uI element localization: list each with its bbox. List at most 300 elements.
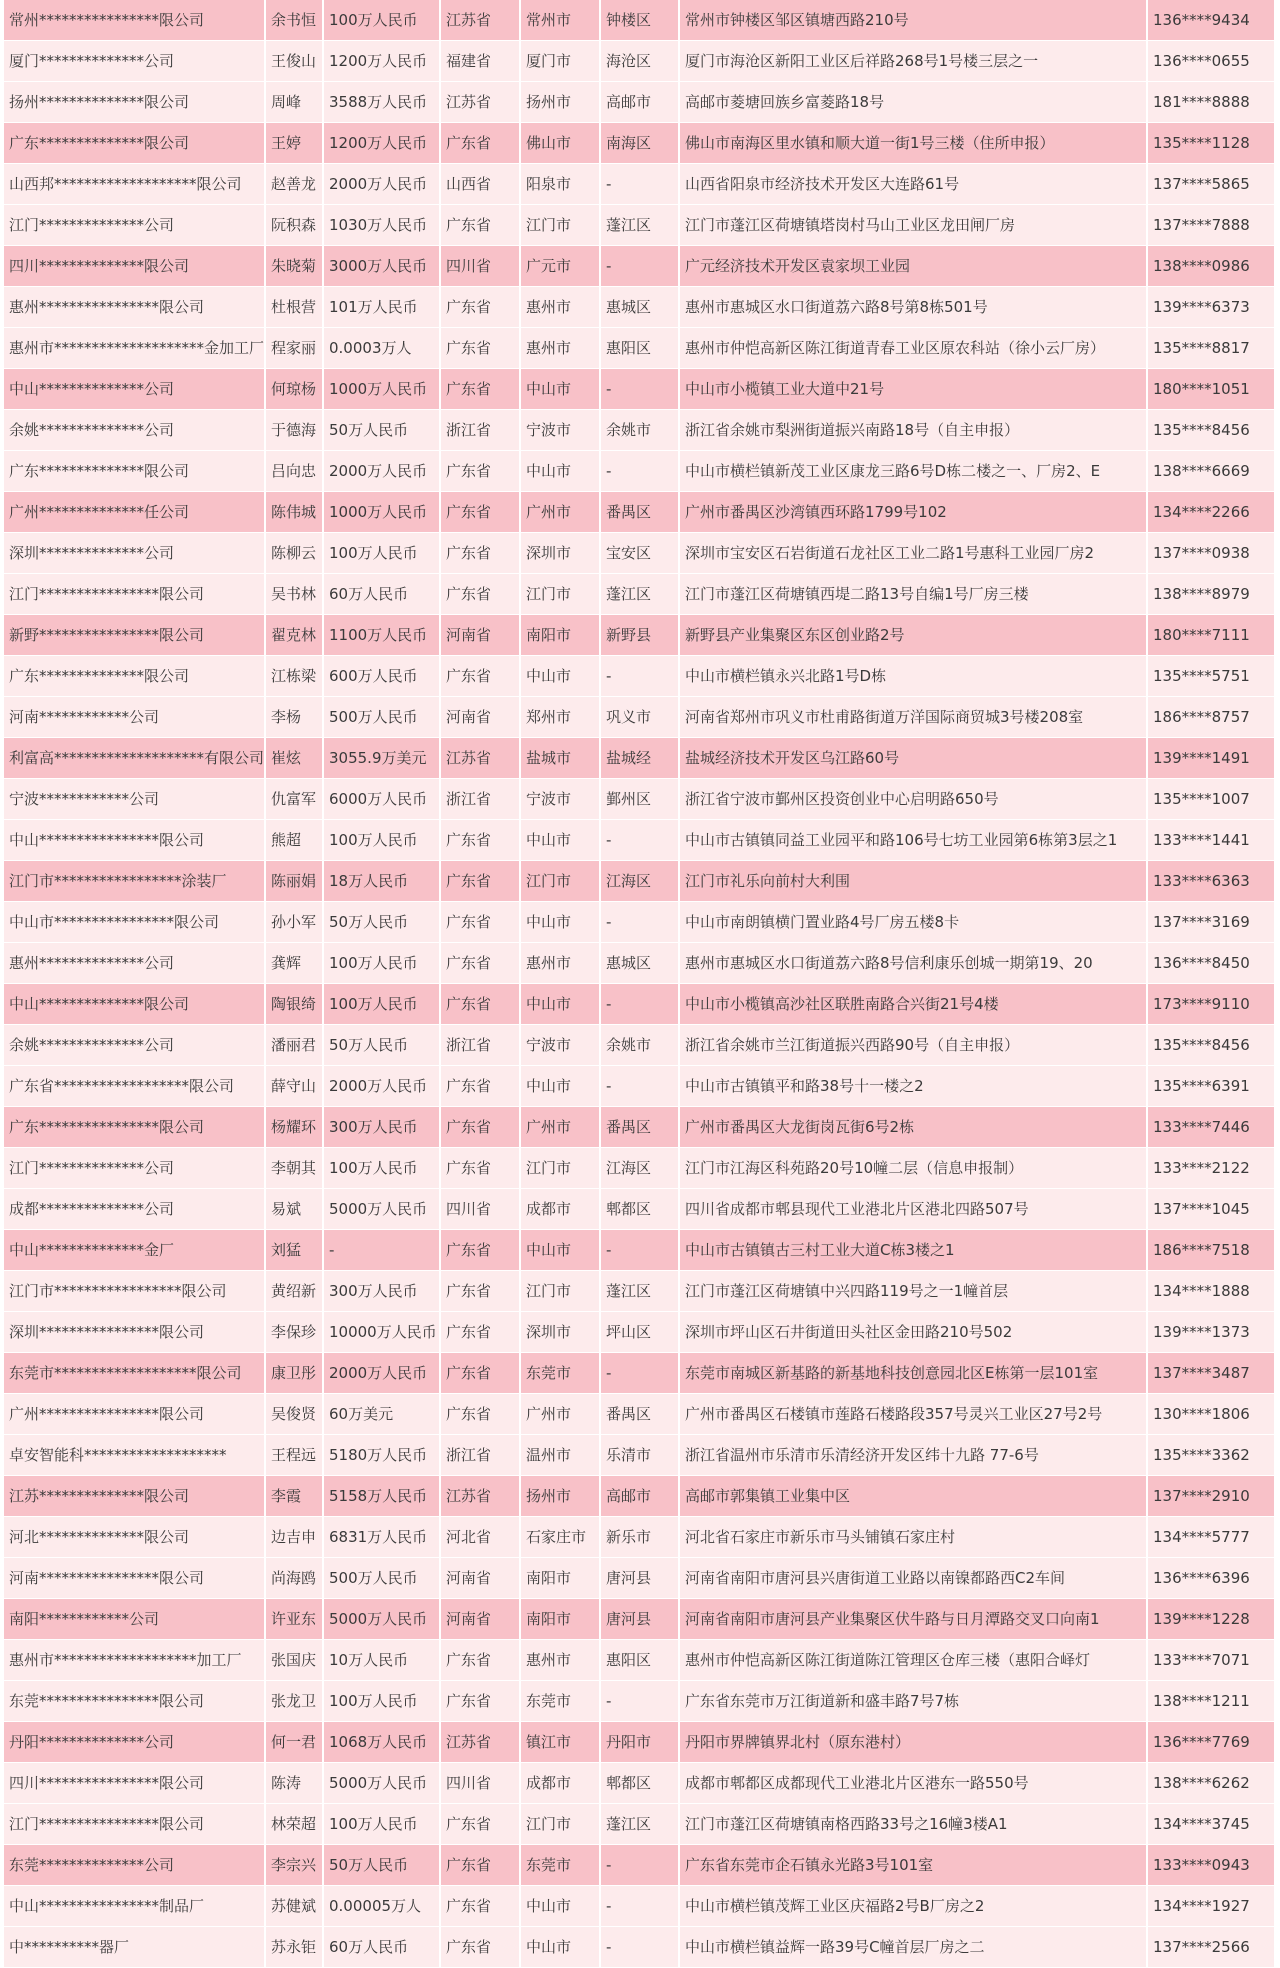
address-cell: 河南省南阳市唐河县兴唐街道工业路以南镍都路西C2车间	[680, 1558, 1148, 1599]
registered-capital-cell: 3000万人民币	[324, 246, 441, 287]
table-row	[4, 1517, 1274, 1558]
company-name-cell: 江门****************限公司	[4, 1804, 266, 1845]
address-cell: 广州市番禺区石楼镇市莲路石楼路段357号灵兴工业区27号2号	[680, 1394, 1148, 1435]
legal-representative-cell: 何琼杨	[266, 369, 324, 410]
phone-cell: 135****8817	[1148, 328, 1274, 369]
city-cell: 厦门市	[521, 41, 601, 82]
district-cell: 惠阳区	[601, 328, 680, 369]
phone-cell: 136****7769	[1148, 1722, 1274, 1763]
address-cell: 江门市蓬江区荷塘镇中兴四路119号之一1幢首层	[680, 1271, 1148, 1312]
district-cell: 唐河县	[601, 1558, 680, 1599]
registered-capital-cell: 2000万人民币	[324, 1066, 441, 1107]
address-cell: 惠州市仲恺高新区陈江街道青春工业区原农科站（徐小云厂房）	[680, 328, 1148, 369]
province-cell: 广东省	[441, 492, 521, 533]
city-cell: 阳泉市	[521, 164, 601, 205]
address-cell: 河南省南阳市唐河县产业集聚区伏牛路与日月潭路交叉口向南1	[680, 1599, 1148, 1640]
company-name-cell: 广东**************限公司	[4, 451, 266, 492]
district-cell: 余姚市	[601, 410, 680, 451]
city-cell: 广州市	[521, 1107, 601, 1148]
province-cell: 广东省	[441, 1886, 521, 1927]
phone-cell: 138****6669	[1148, 451, 1274, 492]
company-name-cell: 广东****************限公司	[4, 1107, 266, 1148]
address-cell: 江门市礼乐向前村大利围	[680, 861, 1148, 902]
district-cell: -	[601, 1230, 680, 1271]
table-row	[4, 0, 1274, 41]
table-row	[4, 1640, 1274, 1681]
phone-cell: 173****9110	[1148, 984, 1274, 1025]
district-cell: 新野县	[601, 615, 680, 656]
registered-capital-cell: 1030万人民币	[324, 205, 441, 246]
province-cell: 河南省	[441, 697, 521, 738]
district-cell: 蓬江区	[601, 574, 680, 615]
phone-cell: 139****6373	[1148, 287, 1274, 328]
legal-representative-cell: 张国庆	[266, 1640, 324, 1681]
address-cell: 河北省石家庄市新乐市马头铺镇石家庄村	[680, 1517, 1148, 1558]
city-cell: 东莞市	[521, 1681, 601, 1722]
phone-cell: 136****6396	[1148, 1558, 1274, 1599]
city-cell: 郑州市	[521, 697, 601, 738]
address-cell: 东莞市南城区新基路的新基地科技创意园北区E栋第一层101室	[680, 1353, 1148, 1394]
company-name-cell: 东莞市*******************限公司	[4, 1353, 266, 1394]
address-cell: 常州市钟楼区邹区镇塘西路210号	[680, 0, 1148, 41]
district-cell: 坪山区	[601, 1312, 680, 1353]
district-cell: 高邮市	[601, 82, 680, 123]
district-cell: -	[601, 820, 680, 861]
address-cell: 中山市南朗镇横门置业路4号厂房五楼8卡	[680, 902, 1148, 943]
table-row	[4, 1189, 1274, 1230]
province-cell: 广东省	[441, 1312, 521, 1353]
district-cell: 丹阳市	[601, 1722, 680, 1763]
phone-cell: 133****1441	[1148, 820, 1274, 861]
phone-cell: 137****3169	[1148, 902, 1274, 943]
city-cell: 扬州市	[521, 1476, 601, 1517]
company-name-cell: 宁波************公司	[4, 779, 266, 820]
phone-cell: 139****1373	[1148, 1312, 1274, 1353]
phone-cell: 137****5865	[1148, 164, 1274, 205]
legal-representative-cell: 程家丽	[266, 328, 324, 369]
phone-cell: 180****1051	[1148, 369, 1274, 410]
address-cell: 河南省郑州市巩义市杜甫路街道万洋国际商贸城3号楼208室	[680, 697, 1148, 738]
company-name-cell: 余姚**************公司	[4, 1025, 266, 1066]
city-cell: 惠州市	[521, 943, 601, 984]
table-row	[4, 1435, 1274, 1476]
address-cell: 高邮市郭集镇工业集中区	[680, 1476, 1148, 1517]
city-cell: 惠州市	[521, 328, 601, 369]
legal-representative-cell: 尚海鸥	[266, 1558, 324, 1599]
phone-cell: 130****1806	[1148, 1394, 1274, 1435]
city-cell: 佛山市	[521, 123, 601, 164]
registered-capital-cell: 18万人民币	[324, 861, 441, 902]
company-name-cell: 惠州**************公司	[4, 943, 266, 984]
company-name-cell: 四川****************限公司	[4, 1763, 266, 1804]
registered-capital-cell: 100万人民币	[324, 0, 441, 41]
district-cell: 番禺区	[601, 1394, 680, 1435]
province-cell: 广东省	[441, 123, 521, 164]
city-cell: 中山市	[521, 902, 601, 943]
registered-capital-cell: 100万人民币	[324, 1681, 441, 1722]
city-cell: 江门市	[521, 861, 601, 902]
province-cell: 广东省	[441, 902, 521, 943]
table-row	[4, 1271, 1274, 1312]
city-cell: 广州市	[521, 492, 601, 533]
company-name-cell: 广东**************限公司	[4, 123, 266, 164]
phone-cell: 136****8450	[1148, 943, 1274, 984]
province-cell: 广东省	[441, 656, 521, 697]
company-name-cell: 常州****************限公司	[4, 0, 266, 41]
city-cell: 常州市	[521, 0, 601, 41]
province-cell: 广东省	[441, 1804, 521, 1845]
city-cell: 深圳市	[521, 1312, 601, 1353]
company-name-cell: 四川**************限公司	[4, 246, 266, 287]
company-name-cell: 丹阳**************公司	[4, 1722, 266, 1763]
phone-cell: 134****3745	[1148, 1804, 1274, 1845]
registered-capital-cell: 2000万人民币	[324, 1353, 441, 1394]
province-cell: 广东省	[441, 820, 521, 861]
district-cell: 巩义市	[601, 697, 680, 738]
table-row	[4, 1025, 1274, 1066]
legal-representative-cell: 康卫彤	[266, 1353, 324, 1394]
table-body	[4, 0, 1274, 1968]
legal-representative-cell: 陈伟城	[266, 492, 324, 533]
table-row	[4, 328, 1274, 369]
registered-capital-cell: 500万人民币	[324, 697, 441, 738]
address-cell: 广元经济技术开发区袁家坝工业园	[680, 246, 1148, 287]
table-row	[4, 615, 1274, 656]
province-cell: 河北省	[441, 1517, 521, 1558]
phone-cell: 180****7111	[1148, 615, 1274, 656]
phone-cell: 135****1007	[1148, 779, 1274, 820]
province-cell: 江苏省	[441, 0, 521, 41]
city-cell: 南阳市	[521, 615, 601, 656]
address-cell: 丹阳市界牌镇界北村（原东港村）	[680, 1722, 1148, 1763]
address-cell: 新野县产业集聚区东区创业路2号	[680, 615, 1148, 656]
address-cell: 惠州市仲恺高新区陈江街道陈江管理区仓库三楼（惠阳合峄灯	[680, 1640, 1148, 1681]
address-cell: 中山市古镇镇平和路38号十一楼之2	[680, 1066, 1148, 1107]
registered-capital-cell: 0.00005万人	[324, 1886, 441, 1927]
district-cell: 江海区	[601, 861, 680, 902]
province-cell: 广东省	[441, 328, 521, 369]
city-cell: 江门市	[521, 1271, 601, 1312]
table-row	[4, 533, 1274, 574]
table-row	[4, 1722, 1274, 1763]
province-cell: 浙江省	[441, 779, 521, 820]
phone-cell: 133****0943	[1148, 1845, 1274, 1886]
legal-representative-cell: 何一君	[266, 1722, 324, 1763]
legal-representative-cell: 余书恒	[266, 0, 324, 41]
city-cell: 南阳市	[521, 1599, 601, 1640]
address-cell: 中山市横栏镇永兴北路1号D栋	[680, 656, 1148, 697]
phone-cell: 133****7446	[1148, 1107, 1274, 1148]
city-cell: 镇江市	[521, 1722, 601, 1763]
registered-capital-cell: 3588万人民币	[324, 82, 441, 123]
registered-capital-cell: 50万人民币	[324, 1025, 441, 1066]
company-name-cell: 东莞**************公司	[4, 1845, 266, 1886]
district-cell: 鄞州区	[601, 779, 680, 820]
registered-capital-cell: 500万人民币	[324, 1558, 441, 1599]
company-name-cell: 广东省******************限公司	[4, 1066, 266, 1107]
city-cell: 温州市	[521, 1435, 601, 1476]
table-row	[4, 656, 1274, 697]
company-name-cell: 中山市****************限公司	[4, 902, 266, 943]
phone-cell: 139****1228	[1148, 1599, 1274, 1640]
registered-capital-cell: 100万人民币	[324, 820, 441, 861]
city-cell: 南阳市	[521, 1558, 601, 1599]
province-cell: 广东省	[441, 1353, 521, 1394]
table-row	[4, 205, 1274, 246]
phone-cell: 137****3487	[1148, 1353, 1274, 1394]
company-name-cell: 卓安智能科*******************	[4, 1435, 266, 1476]
company-name-cell: 中山**************金厂	[4, 1230, 266, 1271]
legal-representative-cell: 陶银绮	[266, 984, 324, 1025]
province-cell: 广东省	[441, 574, 521, 615]
company-name-cell: 南阳************公司	[4, 1599, 266, 1640]
district-cell: -	[601, 369, 680, 410]
company-name-cell: 河南************公司	[4, 697, 266, 738]
phone-cell: 137****2566	[1148, 1927, 1274, 1968]
district-cell: 余姚市	[601, 1025, 680, 1066]
address-cell: 成都市郫都区成都现代工业港北片区港东一路550号	[680, 1763, 1148, 1804]
city-cell: 江门市	[521, 205, 601, 246]
table-row	[4, 1353, 1274, 1394]
legal-representative-cell: 杨耀环	[266, 1107, 324, 1148]
province-cell: 广东省	[441, 533, 521, 574]
table-row	[4, 287, 1274, 328]
table-row	[4, 697, 1274, 738]
table-row	[4, 574, 1274, 615]
city-cell: 石家庄市	[521, 1517, 601, 1558]
table-row	[4, 369, 1274, 410]
city-cell: 中山市	[521, 820, 601, 861]
city-cell: 宁波市	[521, 779, 601, 820]
province-cell: 广东省	[441, 1271, 521, 1312]
address-cell: 中山市横栏镇茂辉工业区庆福路2号B厂房之2	[680, 1886, 1148, 1927]
company-name-cell: 中山**************限公司	[4, 984, 266, 1025]
registered-capital-cell: 5000万人民币	[324, 1763, 441, 1804]
district-cell: 钟楼区	[601, 0, 680, 41]
district-cell: -	[601, 984, 680, 1025]
phone-cell: 137****1045	[1148, 1189, 1274, 1230]
company-name-cell: 江门市*****************涂装厂	[4, 861, 266, 902]
registered-capital-cell: 2000万人民币	[324, 164, 441, 205]
table-row	[4, 1886, 1274, 1927]
legal-representative-cell: 仇富军	[266, 779, 324, 820]
district-cell: 唐河县	[601, 1599, 680, 1640]
company-name-cell: 广州****************限公司	[4, 1394, 266, 1435]
registered-capital-cell: 5000万人民币	[324, 1189, 441, 1230]
phone-cell: 135****5751	[1148, 656, 1274, 697]
district-cell: 宝安区	[601, 533, 680, 574]
table-row	[4, 451, 1274, 492]
company-name-cell: 新野****************限公司	[4, 615, 266, 656]
province-cell: 四川省	[441, 246, 521, 287]
city-cell: 广元市	[521, 246, 601, 287]
phone-cell: 134****1888	[1148, 1271, 1274, 1312]
province-cell: 广东省	[441, 861, 521, 902]
province-cell: 河南省	[441, 1558, 521, 1599]
legal-representative-cell: 李保珍	[266, 1312, 324, 1353]
province-cell: 河南省	[441, 1599, 521, 1640]
legal-representative-cell: 李朝其	[266, 1148, 324, 1189]
legal-representative-cell: 李霞	[266, 1476, 324, 1517]
legal-representative-cell: 薛守山	[266, 1066, 324, 1107]
address-cell: 广东省东莞市万江街道新和盛丰路7号7栋	[680, 1681, 1148, 1722]
city-cell: 中山市	[521, 1066, 601, 1107]
phone-cell: 135****8456	[1148, 410, 1274, 451]
legal-representative-cell: 陈涛	[266, 1763, 324, 1804]
province-cell: 广东省	[441, 1066, 521, 1107]
city-cell: 成都市	[521, 1763, 601, 1804]
registered-capital-cell: -	[324, 1230, 441, 1271]
address-cell: 中山市横栏镇新茂工业区康龙三路6号D栋二楼之一、厂房2、E	[680, 451, 1148, 492]
legal-representative-cell: 王婷	[266, 123, 324, 164]
district-cell: 蓬江区	[601, 1271, 680, 1312]
phone-cell: 137****7888	[1148, 205, 1274, 246]
province-cell: 广东省	[441, 1148, 521, 1189]
legal-representative-cell: 周峰	[266, 82, 324, 123]
address-cell: 中山市小榄镇高沙社区联胜南路合兴街21号4楼	[680, 984, 1148, 1025]
table-row	[4, 1230, 1274, 1271]
legal-representative-cell: 李宗兴	[266, 1845, 324, 1886]
province-cell: 广东省	[441, 369, 521, 410]
legal-representative-cell: 朱晓菊	[266, 246, 324, 287]
district-cell: 海沧区	[601, 41, 680, 82]
address-cell: 佛山市南海区里水镇和顺大道一街1号三楼（住所申报）	[680, 123, 1148, 164]
table-row	[4, 984, 1274, 1025]
company-name-cell: 中山**************公司	[4, 369, 266, 410]
province-cell: 浙江省	[441, 410, 521, 451]
district-cell: 惠城区	[601, 287, 680, 328]
district-cell: 番禺区	[601, 492, 680, 533]
registered-capital-cell: 3055.9万美元	[324, 738, 441, 779]
company-name-cell: 江门**************公司	[4, 205, 266, 246]
address-cell: 中山市横栏镇益辉一路39号C幢首层厂房之二	[680, 1927, 1148, 1968]
address-cell: 中山市小榄镇工业大道中21号	[680, 369, 1148, 410]
phone-cell: 134****1927	[1148, 1886, 1274, 1927]
registered-capital-cell: 0.0003万人	[324, 328, 441, 369]
address-cell: 中山市古镇镇古三村工业大道C栋3楼之1	[680, 1230, 1148, 1271]
phone-cell: 136****0655	[1148, 41, 1274, 82]
registered-capital-cell: 600万人民币	[324, 656, 441, 697]
district-cell: -	[601, 1681, 680, 1722]
address-cell: 盐城经济技术开发区乌江路60号	[680, 738, 1148, 779]
company-name-cell: 惠州市********************金加工厂	[4, 328, 266, 369]
address-cell: 江门市蓬江区荷塘镇西堤二路13号自编1号厂房三楼	[680, 574, 1148, 615]
registered-capital-cell: 100万人民币	[324, 943, 441, 984]
district-cell: -	[601, 1066, 680, 1107]
district-cell: -	[601, 246, 680, 287]
legal-representative-cell: 潘丽君	[266, 1025, 324, 1066]
address-cell: 浙江省余姚市梨洲街道振兴南路18号（自主申报）	[680, 410, 1148, 451]
registered-capital-cell: 1100万人民币	[324, 615, 441, 656]
city-cell: 江门市	[521, 574, 601, 615]
phone-cell: 139****1491	[1148, 738, 1274, 779]
legal-representative-cell: 张龙卫	[266, 1681, 324, 1722]
table-row	[4, 1476, 1274, 1517]
table-row	[4, 1558, 1274, 1599]
table-row	[4, 1927, 1274, 1968]
city-cell: 江门市	[521, 1804, 601, 1845]
city-cell: 中山市	[521, 656, 601, 697]
table-row	[4, 1066, 1274, 1107]
city-cell: 东莞市	[521, 1845, 601, 1886]
city-cell: 中山市	[521, 984, 601, 1025]
legal-representative-cell: 吴俊贤	[266, 1394, 324, 1435]
legal-representative-cell: 许亚东	[266, 1599, 324, 1640]
table-row	[4, 123, 1274, 164]
table-row	[4, 1681, 1274, 1722]
province-cell: 广东省	[441, 205, 521, 246]
province-cell: 广东省	[441, 1640, 521, 1681]
company-name-cell: 中山****************制品厂	[4, 1886, 266, 1927]
province-cell: 浙江省	[441, 1435, 521, 1476]
province-cell: 广东省	[441, 1927, 521, 1968]
registered-capital-cell: 50万人民币	[324, 1845, 441, 1886]
address-cell: 浙江省宁波市鄞州区投资创业中心启明路650号	[680, 779, 1148, 820]
district-cell: -	[601, 1845, 680, 1886]
legal-representative-cell: 苏健斌	[266, 1886, 324, 1927]
phone-cell: 138****8979	[1148, 574, 1274, 615]
city-cell: 中山市	[521, 451, 601, 492]
company-name-cell: 余姚**************公司	[4, 410, 266, 451]
company-name-cell: 中山****************限公司	[4, 820, 266, 861]
province-cell: 广东省	[441, 1107, 521, 1148]
registered-capital-cell: 1000万人民币	[324, 369, 441, 410]
address-cell: 惠州市惠城区水口街道荔六路8号第8栋501号	[680, 287, 1148, 328]
district-cell: 郫都区	[601, 1189, 680, 1230]
address-cell: 江门市江海区科苑路20号10幢二层（信息申报制）	[680, 1148, 1148, 1189]
province-cell: 广东省	[441, 1394, 521, 1435]
district-cell: -	[601, 1886, 680, 1927]
phone-cell: 135****3362	[1148, 1435, 1274, 1476]
legal-representative-cell: 崔炫	[266, 738, 324, 779]
company-name-cell: 中**********器厂	[4, 1927, 266, 1968]
address-cell: 深圳市坪山区石井街道田头社区金田路210号502	[680, 1312, 1148, 1353]
company-name-cell: 惠州****************限公司	[4, 287, 266, 328]
company-name-cell: 深圳**************公司	[4, 533, 266, 574]
registered-capital-cell: 1200万人民币	[324, 41, 441, 82]
city-cell: 中山市	[521, 1927, 601, 1968]
company-name-cell: 江苏**************限公司	[4, 1476, 266, 1517]
legal-representative-cell: 吴书林	[266, 574, 324, 615]
legal-representative-cell: 阮积森	[266, 205, 324, 246]
table-row	[4, 492, 1274, 533]
district-cell: -	[601, 1353, 680, 1394]
address-cell: 江门市蓬江区荷塘镇南格西路33号之16幢3楼A1	[680, 1804, 1148, 1845]
company-name-cell: 利富高********************有限公司	[4, 738, 266, 779]
phone-cell: 134****2266	[1148, 492, 1274, 533]
city-cell: 中山市	[521, 1886, 601, 1927]
registered-capital-cell: 60万人民币	[324, 574, 441, 615]
district-cell: 惠阳区	[601, 1640, 680, 1681]
phone-cell: 137****0938	[1148, 533, 1274, 574]
table-row	[4, 82, 1274, 123]
table-row	[4, 902, 1274, 943]
company-name-cell: 江门****************限公司	[4, 574, 266, 615]
address-cell: 山西省阳泉市经济技术开发区大连路61号	[680, 164, 1148, 205]
registered-capital-cell: 6831万人民币	[324, 1517, 441, 1558]
city-cell: 中山市	[521, 369, 601, 410]
phone-cell: 135****1128	[1148, 123, 1274, 164]
table-row	[4, 1312, 1274, 1353]
district-cell: 高邮市	[601, 1476, 680, 1517]
address-cell: 广州市番禺区沙湾镇西环路1799号102	[680, 492, 1148, 533]
registered-capital-cell: 100万人民币	[324, 984, 441, 1025]
company-name-cell: 山西邦*******************限公司	[4, 164, 266, 205]
address-cell: 广州市番禺区大龙街岗瓦街6号2栋	[680, 1107, 1148, 1148]
province-cell: 江苏省	[441, 1722, 521, 1763]
company-name-cell: 扬州**************限公司	[4, 82, 266, 123]
address-cell: 深圳市宝安区石岩街道石龙社区工业二路1号惠科工业园厂房2	[680, 533, 1148, 574]
